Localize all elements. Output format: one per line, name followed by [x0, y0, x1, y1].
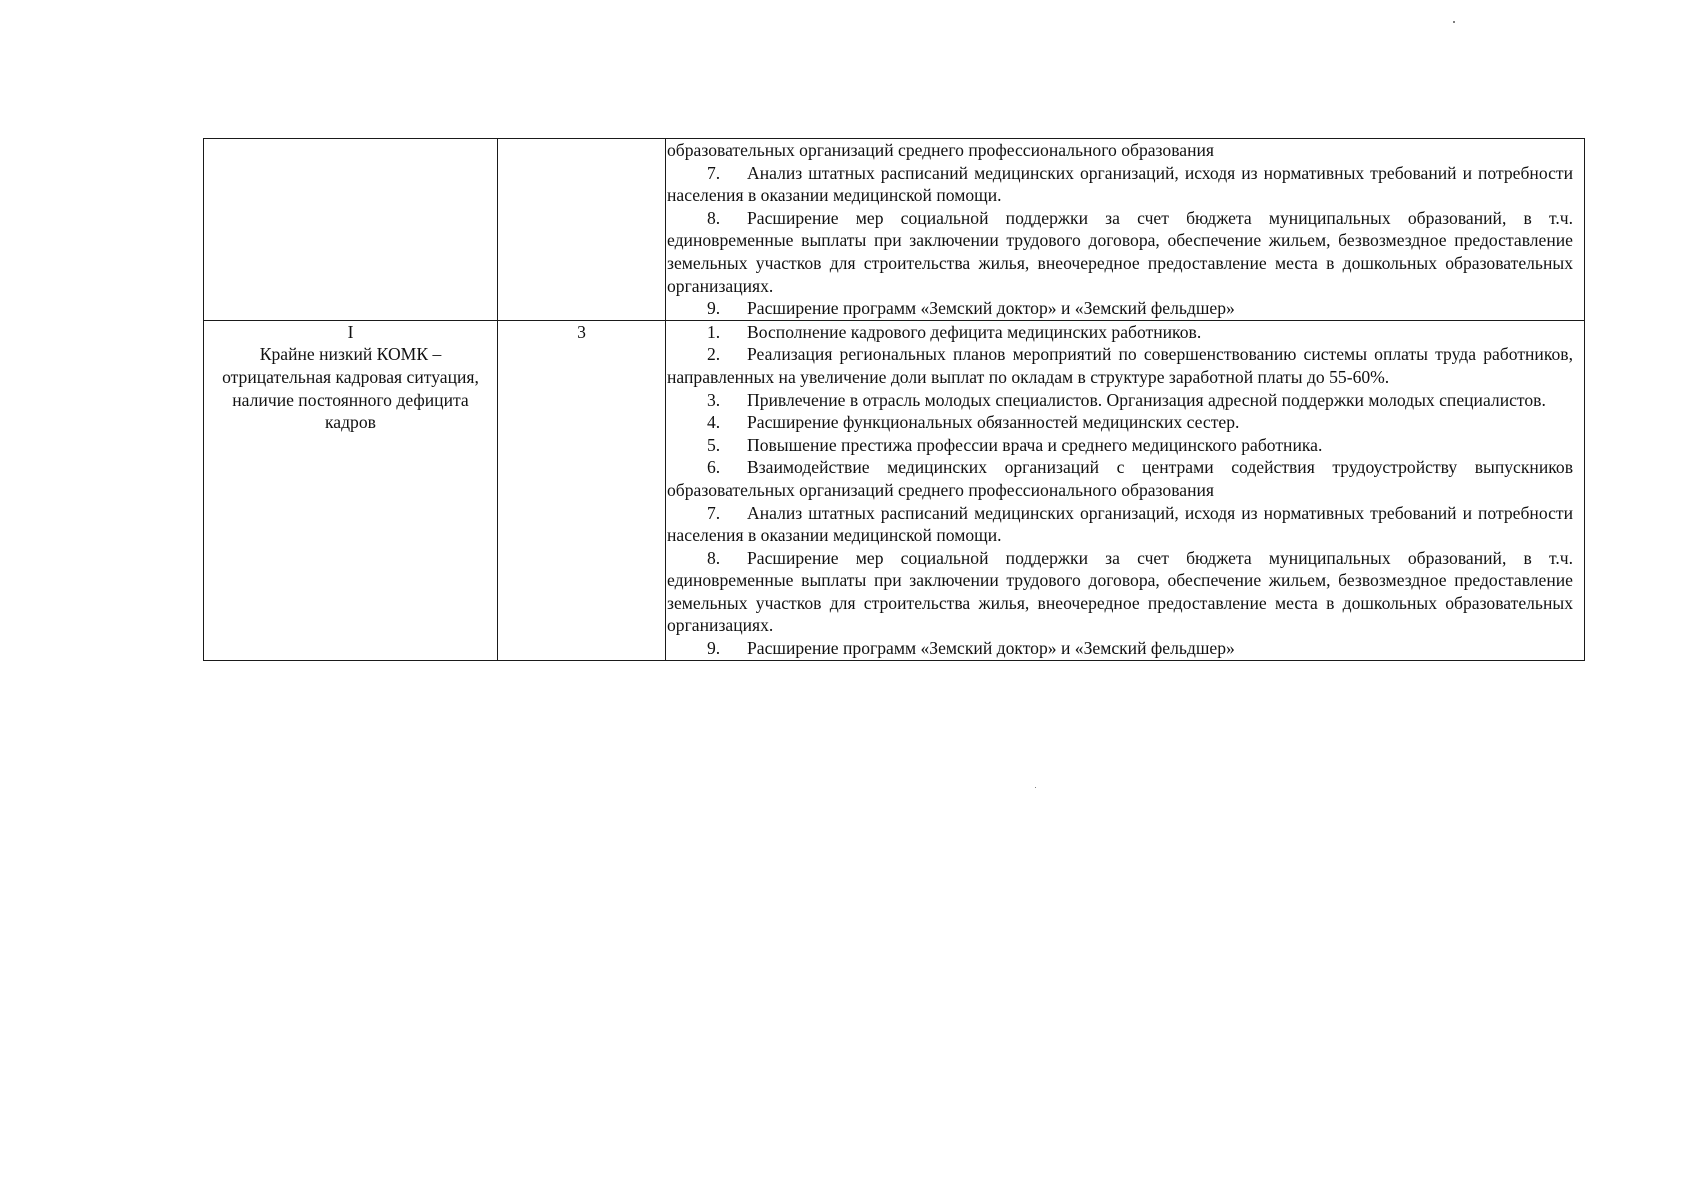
measure-text: Расширение функциональных обязанностей медицинских сестер.: [747, 412, 1240, 433]
table-row: [204, 139, 1585, 321]
measure-item: [667, 321, 1573, 344]
measure-text: Привлечение в отрасль молодых специалистов. Организация адресной поддержки молодых специалистов.: [747, 389, 1546, 410]
measure-item: [667, 343, 1573, 388]
measure-text: Расширение программ «Земский доктор» и «Земский фельдшер»: [747, 298, 1235, 319]
measure-text: Расширение мер социальной поддержки за счет бюджета муниципальных образований, в т.ч. единовременные выплаты при заключении трудового договора, обеспечение жильем, безвозмездное предоставление земельных участков для строительства жилья, внеочередное предоставление места в дошкольных образовательных организациях.: [667, 547, 1573, 636]
measure-item: [667, 389, 1573, 412]
measure-item: [667, 547, 1573, 637]
measure-number: 9.: [707, 638, 721, 659]
score-cell: [498, 139, 666, 321]
measures-cell: [666, 139, 1585, 321]
measure-number: 8.: [707, 547, 721, 568]
measure-number: 9.: [707, 298, 721, 319]
measure-number: 1.: [707, 321, 721, 342]
level-roman-numeral: I: [347, 321, 354, 342]
measure-number: 7.: [707, 502, 721, 523]
score-cell: 3: [498, 320, 666, 660]
measure-item: [667, 502, 1573, 547]
measure-text: Реализация региональных планов мероприятий по совершенствованию системы оплаты труда работников, направленных на увеличение доли выплат по окладам в структуре заработной платы до 55-60%.: [667, 344, 1573, 387]
measure-item: [667, 162, 1573, 207]
measures-cell: [666, 320, 1585, 660]
measure-number: 8.: [707, 207, 721, 228]
measure-item: [667, 297, 1573, 320]
measure-text: Расширение программ «Земский доктор» и «Земский фельдшер»: [747, 638, 1235, 659]
measure-item: [667, 139, 1573, 162]
measure-text: Расширение мер социальной поддержки за счет бюджета муниципальных образований, в т.ч. единовременные выплаты при заключении трудового договора, обеспечение жильем, безвозмездное предоставление земельных участков для строительства жилья, внеочередное предоставление места в дошкольных образовательных организациях.: [667, 207, 1573, 296]
measure-text: Восполнение кадрового дефицита медицинских работников.: [747, 321, 1202, 342]
measure-text: Повышение престижа профессии врача и среднего медицинского работника.: [747, 434, 1323, 455]
level-cell: [204, 320, 498, 660]
measure-number: 2.: [707, 344, 721, 365]
measure-item: [667, 456, 1573, 501]
table-body: [204, 139, 1585, 661]
measure-number: 3.: [707, 389, 721, 410]
measures-table: [203, 138, 1585, 661]
measure-text: образовательных организаций среднего профессионального образования: [667, 140, 1215, 160]
measure-number: 7.: [707, 162, 721, 183]
measure-text: Взаимодействие медицинских организаций с центрами содействия трудоустройству выпускников образовательных организаций среднего профессионального образования: [667, 457, 1573, 500]
table-row: [204, 320, 1585, 660]
level-cell: [204, 139, 498, 321]
measure-text: Анализ штатных расписаний медицинских организаций, исходя из нормативных требований и потребности населения в оказании медицинской помощи.: [667, 162, 1573, 206]
measure-text: Анализ штатных расписаний медицинских организаций, исходя из нормативных требований и потребности населения в оказании медицинской помощи.: [667, 502, 1573, 546]
measure-number: 5.: [707, 434, 721, 455]
measure-item: [667, 637, 1573, 660]
scan-speck: [1035, 787, 1036, 788]
level-description: Крайне низкий КОМК – отрицательная кадровая ситуация, наличие постоянного дефицита кадров: [222, 344, 479, 433]
measure-number: 6.: [707, 457, 721, 478]
measure-item: [667, 434, 1573, 457]
scan-speck: [1453, 21, 1455, 23]
measure-item: [667, 207, 1573, 297]
measure-item: [667, 411, 1573, 434]
measure-number: 4.: [707, 412, 721, 433]
